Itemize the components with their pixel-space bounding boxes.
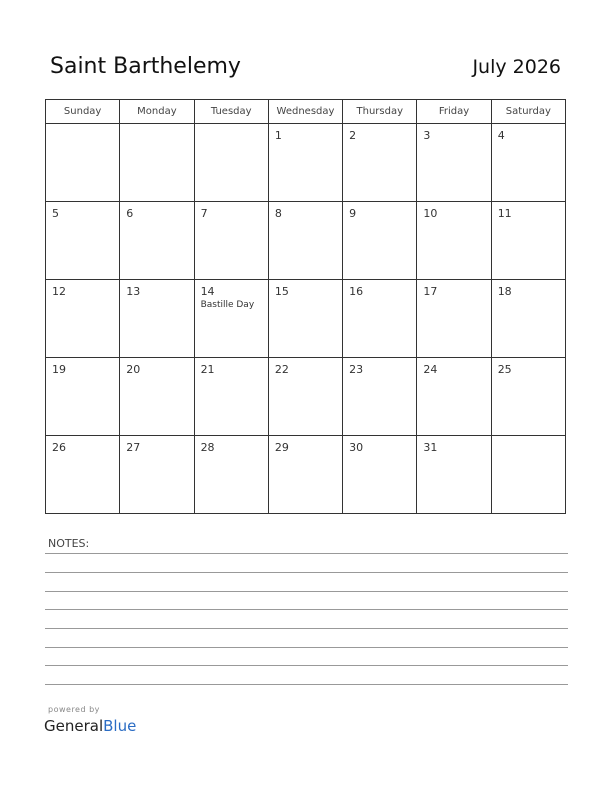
day-number: 4 — [497, 129, 505, 142]
holiday-label: Bastille Day — [200, 300, 255, 310]
day-cell — [491, 358, 565, 436]
day-number: 26 — [52, 441, 66, 454]
day-number: 22 — [274, 363, 289, 376]
day-number: 10 — [423, 207, 438, 220]
day-cell — [343, 358, 417, 436]
logo-text-general: General — [44, 717, 104, 735]
day-number: 19 — [52, 363, 66, 376]
day-cell — [268, 358, 342, 436]
week-row — [46, 436, 566, 514]
day-number: 25 — [497, 363, 512, 376]
day-cell — [46, 202, 120, 280]
generalblue-logo[interactable] — [44, 717, 136, 735]
day-cell — [194, 124, 268, 202]
day-number: 15 — [274, 285, 289, 298]
day-cell — [491, 436, 565, 514]
day-number: 8 — [274, 207, 282, 220]
day-number: 18 — [497, 285, 512, 298]
day-cell — [120, 436, 194, 514]
calendar-title: Saint Barthelemy — [50, 54, 241, 79]
calendar-grid — [45, 99, 566, 514]
day-cell — [268, 202, 342, 280]
day-cell — [268, 280, 342, 358]
day-number: 11 — [497, 207, 512, 220]
powered-by-text: powered by — [48, 705, 100, 714]
day-number: 6 — [126, 207, 134, 220]
day-number: 9 — [349, 207, 357, 220]
day-number: 13 — [126, 285, 141, 298]
day-number: 21 — [200, 363, 215, 376]
day-number: 17 — [423, 285, 438, 298]
day-number: 12 — [52, 285, 66, 298]
day-cell — [343, 436, 417, 514]
day-cell — [417, 436, 491, 514]
day-number: 20 — [126, 363, 141, 376]
weekday-header: Saturday — [491, 100, 565, 124]
week-row — [46, 280, 566, 358]
day-cell — [120, 280, 194, 358]
day-cell — [46, 358, 120, 436]
notes-line — [45, 684, 568, 685]
weekday-header: Monday — [120, 100, 194, 124]
notes-line — [45, 665, 568, 666]
day-number: 1 — [274, 129, 282, 142]
day-cell — [417, 358, 491, 436]
day-cell — [491, 124, 565, 202]
day-number: 31 — [423, 441, 438, 454]
day-cell — [491, 202, 565, 280]
day-cell — [491, 280, 565, 358]
week-row — [46, 358, 566, 436]
week-row — [46, 202, 566, 280]
notes-line — [45, 553, 568, 554]
week-row — [46, 124, 566, 202]
day-number: 7 — [200, 207, 208, 220]
notes-label: NOTES: — [48, 537, 90, 550]
day-number: 29 — [274, 441, 289, 454]
day-cell — [194, 358, 268, 436]
day-cell — [46, 436, 120, 514]
notes-line — [45, 628, 568, 629]
day-number: 30 — [349, 441, 364, 454]
day-cell — [120, 202, 194, 280]
day-cell — [268, 124, 342, 202]
day-cell — [194, 202, 268, 280]
day-number: 5 — [52, 207, 59, 220]
day-cell — [46, 280, 120, 358]
day-number: 3 — [423, 129, 431, 142]
notes-line — [45, 609, 568, 610]
weekday-header: Wednesday — [268, 100, 342, 124]
day-cell — [343, 202, 417, 280]
weekday-header: Sunday — [46, 100, 120, 124]
weekday-header: Thursday — [343, 100, 417, 124]
day-number: 27 — [126, 441, 141, 454]
day-cell — [46, 124, 120, 202]
day-cell — [417, 124, 491, 202]
weekday-header: Tuesday — [194, 100, 268, 124]
day-cell — [417, 202, 491, 280]
day-number: 23 — [349, 363, 364, 376]
day-cell — [343, 124, 417, 202]
calendar-month: July 2026 — [472, 56, 561, 78]
day-cell — [120, 124, 194, 202]
day-cell — [194, 280, 268, 358]
logo-text-blue: Blue — [103, 717, 137, 735]
notes-line — [45, 591, 568, 592]
day-number: 16 — [349, 285, 364, 298]
day-number: 24 — [423, 363, 438, 376]
notes-line — [45, 572, 568, 573]
day-cell — [194, 436, 268, 514]
day-cell — [268, 436, 342, 514]
notes-line — [45, 647, 568, 648]
weekday-header-row — [46, 100, 566, 124]
day-number: 2 — [349, 129, 357, 142]
day-cell — [120, 358, 194, 436]
weekday-header: Friday — [417, 100, 491, 124]
day-cell — [343, 280, 417, 358]
day-number: 14 — [200, 285, 215, 298]
day-number: 28 — [200, 441, 215, 454]
day-cell — [417, 280, 491, 358]
